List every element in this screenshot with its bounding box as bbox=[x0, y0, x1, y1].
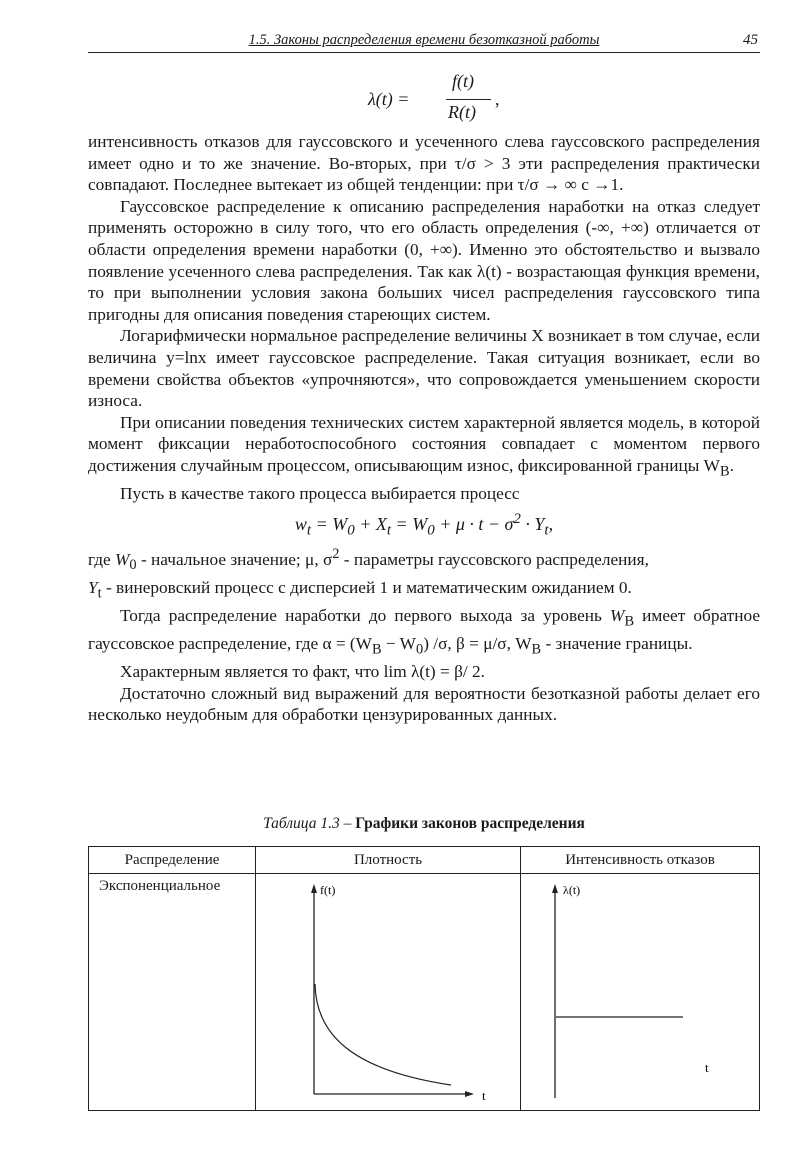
subscript: B bbox=[371, 641, 382, 658]
density-plot bbox=[256, 874, 518, 1110]
text: имеет обратное гауссовское распределение, где α = (W bbox=[88, 606, 761, 654]
paragraph: Характерным является то факт, что lim λ(t) = β/ 2. bbox=[120, 662, 485, 682]
column-header-failure-rate: Интенсивность отказов bbox=[521, 847, 760, 874]
y-axis-arrow bbox=[311, 884, 317, 893]
x-axis-arrow bbox=[465, 1091, 474, 1097]
formula-sub: t bbox=[386, 522, 392, 539]
text: - винеровский процесс с дисперсией 1 и математическим ожиданием 0. bbox=[101, 577, 632, 597]
caption-title: Графики законов распределения bbox=[355, 815, 585, 832]
equation-numerator: f(t) bbox=[452, 71, 474, 91]
y-axis-arrow bbox=[552, 884, 558, 893]
text: - значение границы. bbox=[541, 634, 693, 654]
table-header-row bbox=[89, 847, 760, 874]
formula-part: + X bbox=[354, 513, 387, 534]
subscript: 0 bbox=[415, 641, 424, 658]
column-header-distribution: Распределение bbox=[89, 847, 256, 874]
paragraph bbox=[88, 605, 760, 661]
formula-sub: t bbox=[306, 522, 312, 539]
page-header bbox=[88, 30, 760, 53]
text: ) /σ, β = μ/σ, W bbox=[423, 634, 532, 654]
distribution-graphs-table bbox=[88, 846, 760, 1111]
paragraph: Логарифмически нормальное распределение величины X возникает в том случае, если величина y=lnx имеет гауссовское распределение. Такая ситуация возникает, если во времени свойства объектов «упрочняются», что сопровождается уменьшением скорости износа. bbox=[88, 326, 760, 411]
formula-part: , bbox=[548, 513, 554, 534]
equation-comma: , bbox=[495, 89, 500, 109]
text: где bbox=[88, 549, 116, 569]
density-plot-cell bbox=[256, 874, 521, 1111]
text: - параметры гауссовского распределения, bbox=[339, 549, 649, 569]
rate-plot-cell bbox=[521, 874, 760, 1111]
column-header-density: Плотность bbox=[256, 847, 521, 874]
subscript: B bbox=[720, 463, 730, 480]
symbol: W bbox=[610, 606, 625, 625]
paragraph: Гауссовское распределение к описанию распределения наработки на отказ следует применять осторожно в силу того, что его область определения (-∞, +∞) отличается от области определения времени наработки (0, +∞). Именно это обстоятельство и вызвало появление усеченного слева распределения. Так как λ(t) - возрастающая функция времени, то при выполнении условия закона больших чисел распределения гауссовского типа пригодны для описания поведения стареющих систем. bbox=[88, 196, 760, 324]
subscript: B bbox=[531, 641, 542, 658]
subscript: t bbox=[97, 585, 102, 602]
where-line bbox=[88, 577, 760, 605]
formula-part: w bbox=[294, 513, 307, 534]
formula-part: = W bbox=[391, 513, 428, 534]
failure-rate-plot bbox=[521, 874, 759, 1110]
formula-sub: 0 bbox=[427, 522, 435, 539]
paragraph: Достаточно сложный вид выражений для вероятности безотказной работы делает его несколько неудобным для обработки цензурированных данных. bbox=[88, 683, 760, 725]
formula-wiener-process bbox=[88, 505, 760, 545]
equation-failure-rate bbox=[368, 70, 508, 128]
formula-sub: t bbox=[544, 522, 549, 539]
symbol: W bbox=[115, 549, 130, 569]
fraction-bar bbox=[446, 99, 491, 100]
formula-part: · Y bbox=[520, 513, 545, 534]
equation-lhs: λ(t) = bbox=[368, 89, 410, 109]
text: Тогда распределение наработки до первого выхода за уровень bbox=[120, 606, 611, 625]
body-text bbox=[88, 131, 760, 726]
formula-part: = W bbox=[311, 513, 348, 534]
paragraph: Пусть в качестве такого процесса выбирается процесс bbox=[120, 483, 520, 503]
subscript: B bbox=[624, 613, 635, 630]
caption-label: Таблица 1.3 – bbox=[263, 815, 356, 832]
formula-sup: 2 bbox=[513, 510, 521, 527]
paragraph: интенсивность отказов для гауссовского и усеченного слева гауссовского распределения имеет одно и то же значение. Во-вторых, при τ/σ > 3 эти распределения практически совпадают. Последнее вытекает из общей тенденции: при τ/σ → ∞ c →1. bbox=[88, 132, 760, 195]
superscript: 2 bbox=[332, 546, 340, 563]
equation-denominator: R(t) bbox=[448, 102, 476, 122]
x-axis-label: t bbox=[705, 1060, 709, 1075]
density-curve bbox=[315, 984, 451, 1085]
row-label-cell bbox=[89, 874, 256, 1111]
formula-sub: 0 bbox=[347, 522, 355, 539]
formula-part: + μ · t − σ bbox=[434, 513, 514, 534]
text: − W bbox=[381, 634, 416, 654]
symbol: Y bbox=[88, 577, 98, 597]
y-axis-label: λ(t) bbox=[563, 883, 581, 897]
paragraph bbox=[88, 412, 760, 483]
paragraph-text: При описании поведения технических систем характерной является модель, в которой момент фиксации неработоспособного состояния совпадает с моментом первого достижения случайным процессом, описывающим износ, фиксированной границы W bbox=[88, 412, 760, 475]
y-axis-label: f(t) bbox=[320, 883, 336, 897]
running-title: 1.5. Законы распределения времени безотказной работы bbox=[248, 32, 600, 48]
table-caption bbox=[88, 815, 760, 833]
subscript: 0 bbox=[129, 557, 137, 574]
table-row bbox=[89, 874, 760, 1111]
page-number: 45 bbox=[743, 32, 758, 48]
row-label-exponential: Экспоненциальное bbox=[99, 878, 221, 894]
where-line bbox=[88, 544, 760, 577]
x-axis-label: t bbox=[482, 1088, 486, 1103]
paragraph-end: . bbox=[729, 455, 734, 475]
text: - начальное значение; μ, σ bbox=[136, 549, 333, 569]
